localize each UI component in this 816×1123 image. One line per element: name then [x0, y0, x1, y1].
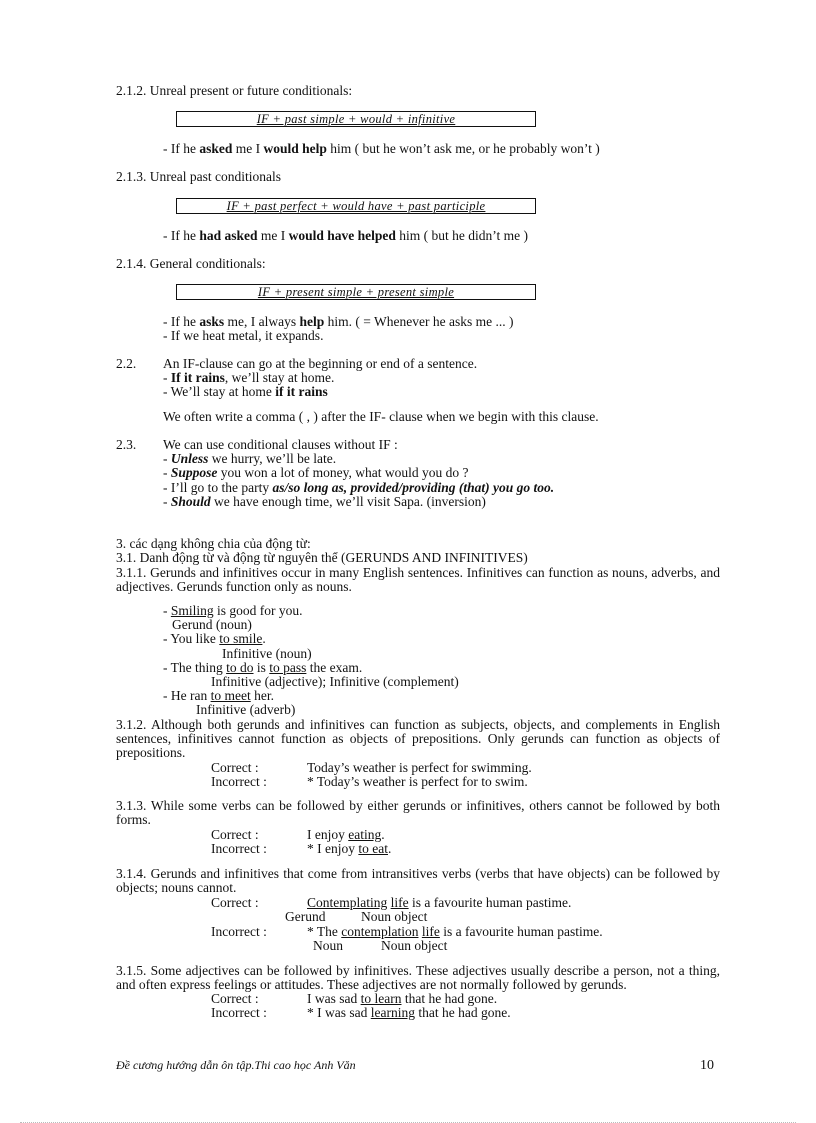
label-incorrect-3-1-4: Incorrect : [211, 924, 267, 939]
example-2-3-a: - Unless we hurry, we’ll be late. [163, 451, 337, 466]
example-2-3-c: - I’ll go to the party as/so long as, provided/providing (that) you go too. [163, 480, 555, 495]
note-noun-object-2: Noun object [381, 938, 448, 953]
label-correct-3-1-4: Correct : [211, 895, 259, 910]
sentence-correct-3-1-4: Contemplating life is a favourite human pastime. [307, 895, 572, 910]
heading-2-1-4: 2.1.4. General conditionals: [116, 256, 266, 271]
note-gerund: Gerund [285, 909, 326, 924]
sentence-incorrect-3-1-5: * I was sad learning that he had gone. [307, 1005, 511, 1020]
line-2-2: An IF-clause can go at the beginning or end of a sentence. [163, 356, 478, 371]
example-2-1-4-b: - If we heat metal, it expands. [163, 328, 324, 343]
page-number: 10 [700, 1058, 714, 1073]
label-incorrect-3-1-2: Incorrect : [211, 774, 267, 789]
label-correct-3-1-5: Correct : [211, 991, 259, 1006]
label-incorrect-3-1-3: Incorrect : [211, 841, 267, 856]
sentence-incorrect-3-1-4: * The contemplation life is a favourite human pastime. [307, 924, 603, 939]
heading-3-1: 3.1. Danh động từ và động từ nguyên thể (GERUNDS AND INFINITIVES) [116, 550, 528, 565]
footer-text: Đề cương hướng dẫn ôn tập.Thi cao học Anh Văn [116, 1058, 356, 1072]
heading-2-1-2: 2.1.2. Unreal present or future conditionals: [116, 83, 353, 98]
formula-box-2-1-2: IF + past simple + would + infinitive [176, 111, 536, 127]
sentence-correct-3-1-2: Today’s weather is perfect for swimming. [307, 760, 532, 775]
label-correct-3-1-2: Correct : [211, 760, 259, 775]
example-2-2-b: - We’ll stay at home if it rains [163, 384, 328, 399]
paragraph-3-1-4: 3.1.4. Gerunds and infinitives that come from intransitives verbs (verbs that have objects) can be followed by objects; nouns cannot. [116, 866, 720, 895]
note-noun: Noun [313, 938, 343, 953]
example-smiling: - Smiling is good for you. [163, 603, 303, 618]
example-2-3-d: - Should we have enough time, we’ll visit Sapa. (inversion) [163, 494, 486, 509]
note-infinitive-adjective: Infinitive (adjective); Infinitive (complement) [211, 674, 459, 689]
sentence-incorrect-3-1-2: * Today’s weather is perfect for to swim. [307, 774, 528, 789]
note-2-2: We often write a comma ( , ) after the IF- clause when we begin with this clause. [163, 409, 599, 424]
paragraph-3-1-5: 3.1.5. Some adjectives can be followed by infinitives. These adjectives usually describe a person, not a thing, and often express feelings or attitudes. These adjectives are not normally followed by gerunds. [116, 963, 720, 992]
label-correct-3-1-3: Correct : [211, 827, 259, 842]
note-infinitive-noun: Infinitive (noun) [222, 646, 312, 661]
example-2-2-a: - If it rains, we’ll stay at home. [163, 370, 335, 385]
sentence-correct-3-1-3: I enjoy eating. [307, 827, 385, 842]
sentence-correct-3-1-5: I was sad to learn that he had gone. [307, 991, 498, 1006]
example-to-do: - The thing to do is to pass the exam. [163, 660, 363, 675]
heading-3: 3. các dạng không chia của động từ: [116, 536, 311, 551]
note-infinitive-adverb: Infinitive (adverb) [196, 702, 296, 717]
paragraph-3-1-3: 3.1.3. While some verbs can be followed by either gerunds or infinitives, others cannot be followed by both forms. [116, 798, 720, 827]
example-2-1-3: - If he had asked me I would have helped him ( but he didn’t me ) [163, 228, 529, 243]
line-2-3: We can use conditional clauses without IF : [163, 437, 398, 452]
example-to-meet: - He ran to meet her. [163, 688, 274, 703]
example-2-1-4-a: - If he asks me, I always help him. ( = Whenever he asks me ... ) [163, 314, 514, 329]
note-noun-object-1: Noun object [361, 909, 428, 924]
num-2-3: 2.3. [116, 437, 137, 452]
formula-box-2-1-3: IF + past perfect + would have + past participle [176, 198, 536, 214]
sentence-incorrect-3-1-3: * I enjoy to eat. [307, 841, 392, 856]
paragraph-3-1-2: 3.1.2. Although both gerunds and infinitives can function as subjects, objects, and complements in English sentences, infinitives cannot function as objects of prepositions. Only gerunds can function as objects of prepositions. [116, 717, 720, 760]
paragraph-3-1-1: 3.1.1. Gerunds and infinitives occur in many English sentences. Infinitives can function as nouns, adverbs, and adjectives. Gerunds function only as nouns. [116, 565, 720, 594]
num-2-2: 2.2. [116, 356, 137, 371]
label-incorrect-3-1-5: Incorrect : [211, 1005, 267, 1020]
heading-2-1-3: 2.1.3. Unreal past conditionals [116, 169, 281, 184]
example-2-3-b: - Suppose you won a lot of money, what would you do ? [163, 465, 469, 480]
example-to-smile: - You like to smile. [163, 631, 266, 646]
example-2-1-2: - If he asked me I would help him ( but he won’t ask me, or he probably won’t ) [163, 141, 600, 156]
formula-box-2-1-4: IF + present simple + present simple [176, 284, 536, 300]
note-gerund-noun: Gerund (noun) [172, 617, 252, 632]
